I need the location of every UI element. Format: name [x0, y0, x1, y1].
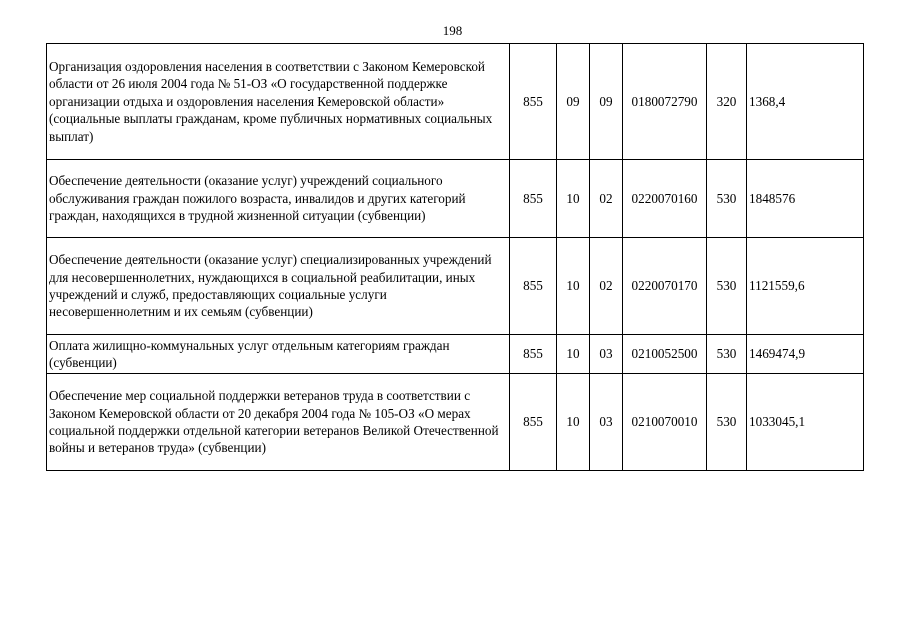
- target-item-code: 0210070010: [623, 374, 707, 471]
- amount: 1368,4: [747, 44, 864, 160]
- amount: 1033045,1: [747, 374, 864, 471]
- subsection-code: 02: [590, 160, 623, 238]
- section-code: 10: [557, 374, 590, 471]
- ministry-code: 855: [510, 374, 557, 471]
- row-description: Обеспечение деятельности (оказание услуг) специализированных учреждений для несовершеннолетних, нуждающихся в социальной реабилитации, иных учреждений и служб, предоставляющих социальные услуги несовершеннолетним и их семьям (субвенции): [47, 238, 510, 335]
- table-row: [47, 374, 864, 471]
- ministry-code: 855: [510, 160, 557, 238]
- page-number: 198: [442, 23, 463, 38]
- target-item-code: 0220070160: [623, 160, 707, 238]
- expense-type-code: 530: [707, 238, 747, 335]
- table-row: [47, 238, 864, 335]
- amount: 1121559,6: [747, 238, 864, 335]
- subsection-code: 03: [590, 374, 623, 471]
- row-description: Обеспечение мер социальной поддержки ветеранов труда в соответствии с Законом Кемеровской области от 20 декабря 2004 года № 105-ОЗ «О мерах социальной поддержки отдельной категории ветеранов Великой Отечественной войны и ветеранов труда» (субвенции): [47, 374, 510, 471]
- subsection-code: 02: [590, 238, 623, 335]
- expense-type-code: 530: [707, 160, 747, 238]
- expense-type-code: 530: [707, 335, 747, 374]
- table-row: [47, 335, 864, 374]
- amount: 1848576: [747, 160, 864, 238]
- subsection-code: 09: [590, 44, 623, 160]
- target-item-code: 0210052500: [623, 335, 707, 374]
- amount: 1469474,9: [747, 335, 864, 374]
- subsection-code: 03: [590, 335, 623, 374]
- target-item-code: 0220070170: [623, 238, 707, 335]
- section-code: 10: [557, 335, 590, 374]
- ministry-code: 855: [510, 335, 557, 374]
- row-description: Организация оздоровления населения в соответствии с Законом Кемеровской области от 26 июля 2004 года № 51-ОЗ «О государственной поддержке организации отдыха и оздоровления населения Кемеровской области» (социальные выплаты гражданам, кроме публичных нормативных социальных выплат): [47, 44, 510, 160]
- ministry-code: 855: [510, 238, 557, 335]
- row-description: Обеспечение деятельности (оказание услуг) учреждений социального обслуживания граждан пожилого возраста, инвалидов и других категорий граждан, находящихся в трудной жизненной ситуации (субвенции): [47, 160, 510, 238]
- target-item-code: 0180072790: [623, 44, 707, 160]
- section-code: 09: [557, 44, 590, 160]
- expense-type-code: 530: [707, 374, 747, 471]
- budget-table: [46, 43, 864, 471]
- section-code: 10: [557, 160, 590, 238]
- expense-type-code: 320: [707, 44, 747, 160]
- table-row: [47, 44, 864, 160]
- row-description: Оплата жилищно-коммунальных услуг отдельным категориям граждан (субвенции): [47, 335, 510, 374]
- table-row: [47, 160, 864, 238]
- section-code: 10: [557, 238, 590, 335]
- ministry-code: 855: [510, 44, 557, 160]
